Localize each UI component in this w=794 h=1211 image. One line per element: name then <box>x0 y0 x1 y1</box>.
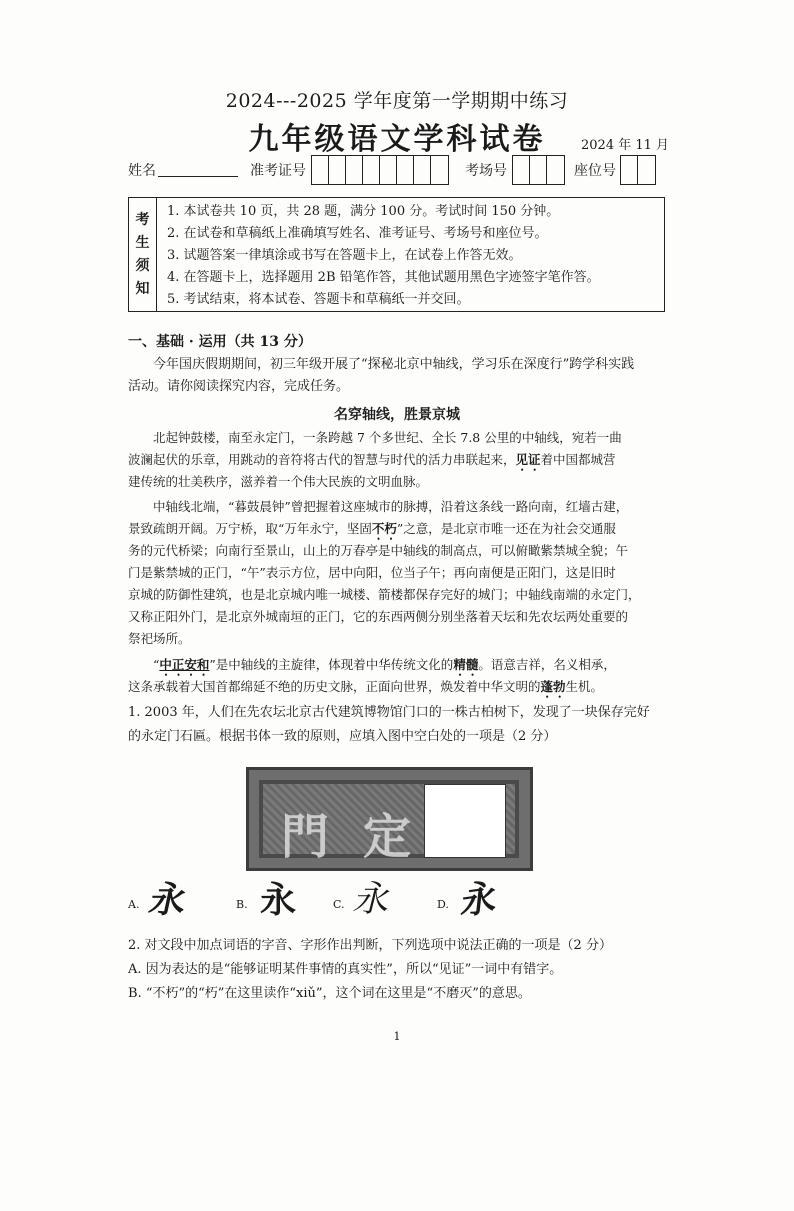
option-calligraphy-char: 永 <box>352 879 389 920</box>
admission-label: 准考证号 <box>250 163 306 179</box>
question-2: 2. 对文段中加点词语的字音、字形作出判断，下列选项中说法正确的一项是（2 分） <box>128 938 612 953</box>
dotted-word: 蓬勃 <box>540 679 566 694</box>
stone-plaque-image <box>246 767 533 871</box>
notice-side-char: 知 <box>135 280 150 297</box>
seat-label: 座位号 <box>574 163 616 179</box>
room-label: 考场号 <box>465 163 507 179</box>
notice-item: 2. 在试卷和草稿纸上准确填写姓名、准考证号、考场号和座位号。 <box>167 226 548 241</box>
plaque-char: 門 <box>281 809 330 865</box>
article-line: 祭祀场所。 <box>128 631 191 646</box>
notice-box <box>128 197 665 312</box>
dotted-word: 精髓 <box>453 657 479 672</box>
article-line: 京城的防御性建筑，也是北京城内唯一城楼、箭楼都保存完好的城门；中轴线南端的永定门， <box>128 587 641 602</box>
article-line: 务的元代桥梁；向南行至景山，山上的万春亭是中轴线的制高点，可以俯瞰紫禁城全貌；午 <box>128 543 629 558</box>
option-calligraphy-char: 永 <box>260 879 297 921</box>
section-heading: 一、基础 · 运用（共 13 分） <box>128 334 312 350</box>
dotted-word: 中正安和 <box>159 657 210 672</box>
exam-date: 2024 年 11 月 <box>581 138 670 153</box>
article-line: 又称正阳外门，是北京外城南垣的正门，它的东西两侧分别坐落着天坛和先农坛两处重要的 <box>128 609 629 624</box>
option-letter: D. <box>437 898 449 911</box>
plaque-char: 定 <box>363 809 412 865</box>
article-line: 北起钟鼓楼，南至永定门，一条跨越 7 个多世纪、全长 7.8 公里的中轴线，宛若一曲 <box>153 430 622 445</box>
notice-side-char: 须 <box>135 257 150 274</box>
article-line: 这条承载着大国首都绵延不绝的历史文脉，正面向世界，焕发着中华文明的蓬勃生机。 <box>128 679 604 694</box>
question-2-option-b: B. “不朽”的“朽”在这里读作“xiǔ”，这个词在这里是“不磨灭”的意思。 <box>128 986 531 1001</box>
option-letter: C. <box>333 898 345 911</box>
option-calligraphy-char: 永 <box>455 876 497 924</box>
notice-item: 1. 本试卷共 10 页，共 28 题，满分 100 分。考试时间 150 分钟。 <box>167 204 560 219</box>
plaque-blank-space <box>424 784 506 858</box>
subject-title: 九年级语文学科试卷 <box>248 122 546 157</box>
article-line: 景致疏朗开阔。万宁桥，取“万年永宁，坚固不朽”之意，是北京市唯一还在为社会交通服 <box>128 521 616 536</box>
article-line: 建传统的壮美秩序，滋养着一个伟大民族的文明血脉。 <box>128 474 429 489</box>
notice-side-char: 考 <box>135 211 150 228</box>
question-2-option-a: A. 因为表达的是“能够证明某件事情的真实性”，所以“见证”一词中有错字。 <box>128 962 563 977</box>
option-letter: A. <box>128 898 140 911</box>
notice-item: 3. 试题答案一律填涂或书写在答题卡上，在试卷上作答无效。 <box>167 248 522 263</box>
page-number: 1 <box>393 1030 401 1043</box>
question-1: 的永定门石匾。根据书体一致的原则，应填入图中空白处的一项是（2 分） <box>128 729 557 744</box>
option-letter: B. <box>236 898 248 911</box>
notice-side-label <box>129 198 157 311</box>
notice-item: 5. 考试结束，将本试卷、答题卡和草稿纸一并交回。 <box>167 292 470 307</box>
intro-line: 活动。请你阅读探究内容，完成任务。 <box>128 379 350 394</box>
article-line: 门是紫禁城的正门，“午”表示方位，居中向阳，位当子午；再向南便是正阳门，这是旧时 <box>128 565 616 580</box>
question-1: 1. 2003 年，人们在先农坛北京古代建筑博物馆门口的一株古柏树下，发现了一块保存完好 <box>128 705 650 720</box>
room-number-boxes[interactable] <box>512 155 565 185</box>
intro-line: 今年国庆假期期间，初三年级开展了“探秘北京中轴线，学习乐在深度行”跨学科实践 <box>153 357 635 372</box>
name-label: 姓名 <box>128 163 156 179</box>
notice-side-char: 生 <box>135 234 150 251</box>
name-field[interactable] <box>158 176 238 177</box>
admission-number-boxes[interactable] <box>311 155 449 185</box>
dotted-word: 不朽 <box>371 521 397 536</box>
notice-item: 4. 在答题卡上，选择题用 2B 铅笔作答，其他试题用黑色字迹签字笔作答。 <box>167 270 600 285</box>
seat-number-boxes[interactable] <box>620 155 656 185</box>
option-calligraphy-char: 永 <box>145 879 191 921</box>
article-line: 波澜起伏的乐章，用跳动的音符将古代的智慧与时代的活力串联起来，见证着中国都城营 <box>128 452 616 467</box>
exam-title: 2024---2025 学年度第一学期期中练习 <box>225 90 569 112</box>
article-title: 名穿轴线，胜景京城 <box>334 407 460 423</box>
article-line: 中轴线北端，“暮鼓晨钟”曾把握着这座城市的脉搏，沿着这条线一路向南，红墙古建， <box>153 499 629 514</box>
article-line: “中正安和”是中轴线的主旋律，体现着中华传统文化的精髓。语意吉祥，名义相承， <box>153 657 616 672</box>
dotted-word: 见证 <box>515 452 541 467</box>
